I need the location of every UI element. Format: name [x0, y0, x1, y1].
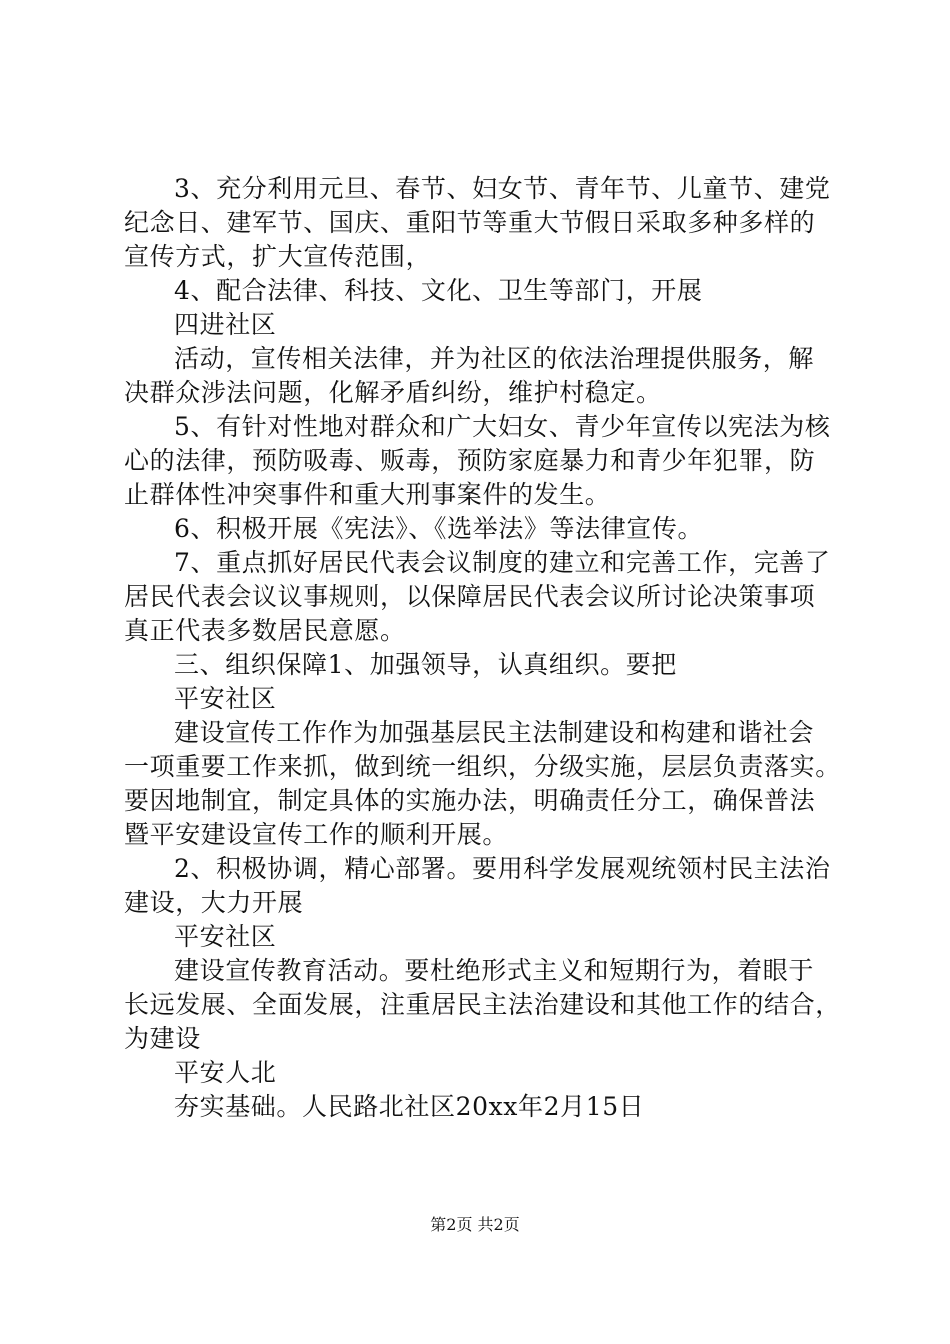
text-line: 三、组织保障1、加强领导，认真组织。要把: [174, 650, 677, 679]
text-line: 夯实基础。人民路北社区20xx年2月15日: [174, 1092, 645, 1121]
text-line: 一项重要工作来抓，做到统一组织，分级实施，层层负责落实。: [124, 752, 841, 781]
text-line: 止群体性冲突事件和重大刑事案件的发生。: [124, 480, 611, 509]
text-line: 长远发展、全面发展，注重居民主法治建设和其他工作的结合，: [124, 990, 841, 1019]
text-line: 平安社区: [174, 684, 277, 713]
text-line: 为建设: [124, 1024, 201, 1053]
text-line: 建设，大力开展: [124, 888, 304, 917]
text-line: 3、充分利用元旦、春节、妇女节、青年节、儿童节、建党: [174, 174, 831, 203]
text-line: 平安社区: [174, 922, 277, 951]
text-line: 建设宣传工作作为加强基层民主法制建设和构建和谐社会: [174, 718, 815, 747]
text-line: 四进社区: [174, 310, 277, 339]
text-line: 活动，宣传相关法律，并为社区的依法治理提供服务，解: [174, 344, 815, 373]
text-line: 真正代表多数居民意愿。: [124, 616, 406, 645]
text-line: 居民代表会议议事规则，以保障居民代表会议所讨论决策事项: [124, 582, 816, 611]
page-footer: 第2页 共2页: [430, 1215, 520, 1234]
text-line: 心的法律，预防吸毒、贩毒，预防家庭暴力和青少年犯罪，防: [124, 446, 816, 475]
text-line: 2、积极协调，精心部署。要用科学发展观统领村民主法治: [174, 854, 831, 883]
text-line: 要因地制宜，制定具体的实施办法，明确责任分工，确保普法: [124, 786, 816, 815]
text-line: 纪念日、建军节、国庆、重阳节等重大节假日采取多种多样的: [124, 208, 816, 237]
text-line: 6、积极开展《宪法》、《选举法》等法律宣传。: [174, 514, 704, 543]
text-line: 平安人北: [174, 1058, 277, 1087]
text-line: 建设宣传教育活动。要杜绝形式主义和短期行为，着眼于: [174, 956, 815, 985]
text-line: 暨平安建设宣传工作的顺利开展。: [124, 820, 509, 849]
text-line: 5、有针对性地对群众和广大妇女、青少年宣传以宪法为核: [174, 412, 831, 441]
text-line: 宣传方式，扩大宣传范围，: [124, 242, 432, 271]
text-line: 决群众涉法问题，化解矛盾纠纷，维护村稳定。: [124, 378, 662, 407]
text-line: 4、配合法律、科技、文化、卫生等部门，开展: [174, 276, 703, 305]
text-line: 7、重点抓好居民代表会议制度的建立和完善工作，完善了: [174, 548, 831, 577]
